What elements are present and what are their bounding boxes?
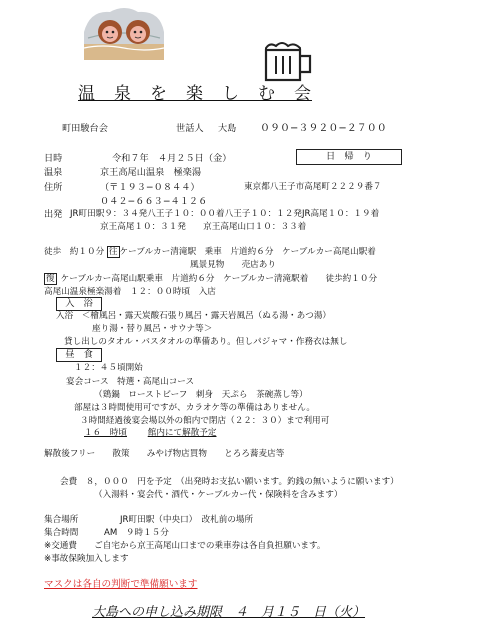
organizer-label: 世話人: [176, 123, 204, 134]
outbound-detail: ケーブルカー清滝駅 乗車 片道約６分 ケーブルカー高尾山駅着: [119, 247, 376, 257]
meeting-place-label: 集合場所: [44, 515, 79, 525]
spa-label: 温泉: [44, 167, 63, 178]
lunch-line-4: 部屋は３時間使用可ですが、カラオケ等の準備はありません。: [74, 403, 315, 413]
date-value: 令和７年 ４月２５日（金）: [112, 153, 232, 164]
meeting-place-value: JR町田駅（中央口） 改札前の場所: [120, 515, 254, 525]
bath-line-2: 座り湯・替り風呂・サウナ等＞: [92, 324, 213, 334]
date-label: 日時: [44, 153, 63, 164]
lunch-line-3: （鶏鍋 ローストビーフ 刺身 天ぷら 茶碗蒸し等）: [94, 390, 308, 400]
fee-line-2: （入湯料・宴会代・酒代・ケーブルカー代・保険料を含みます）: [94, 490, 343, 500]
walk-time: 徒歩 約１０分: [44, 247, 105, 257]
page-title: 温 泉 を 楽 し む 会: [78, 84, 312, 104]
beer-mug-icon: [262, 40, 314, 82]
walk-line-2: 風景見物 売店あり: [190, 260, 276, 270]
organizer-phone: ０９０−３９２０−２７００: [260, 123, 387, 134]
walk-line-4: 高尾山温泉極楽湯着 １２：００時頃 入店: [44, 287, 216, 297]
lunch-line-6: [84, 428, 216, 439]
address-label: 住所: [44, 182, 63, 193]
departure-label: 出発: [44, 209, 63, 220]
application-deadline: 大島への申し込み期限 ４ 月１５ 日（火）: [92, 605, 366, 620]
organizer-name: 大島: [218, 123, 237, 134]
walk-line-3: [44, 274, 377, 285]
outbound-box: 往: [108, 247, 118, 257]
lunch-line-1: １２：４５頃開始: [74, 363, 143, 373]
lunch-line-2: 宴会コース 特選・高尾山コース: [66, 377, 195, 387]
spa-value: 京王高尾山温泉 極楽湯: [100, 167, 202, 178]
meeting-time-label: 集合時間: [44, 528, 79, 538]
bath-line-1: 入浴 ＜檜風呂・露天炭酸石張り風呂・露天岩風呂（ぬる湯・あつ湯）: [56, 311, 332, 321]
monkeys-onsen-illustration: [82, 2, 166, 64]
dismiss-time: １６ 時頃: [84, 428, 127, 438]
bath-line-3: 貸し出しのタオル・バスタオルの準備あり。但しパジャマ・作務衣は無し: [64, 337, 348, 347]
day-trip-badge: 日 帰 り: [296, 149, 402, 165]
address-zip: （〒１９３−０８４４）: [100, 182, 200, 193]
meeting-time-value: AM ９時１５分: [104, 528, 169, 538]
return-box: 復: [46, 274, 55, 284]
departure-line-1: JR町田駅９：３４発八王子１０：００着八王子１０：１２発JR高尾１０：１９着: [70, 209, 380, 219]
lunch-line-5: ３時間経過後宴会場以外の館内で閉店（２２：３０）まで利用可: [80, 416, 330, 426]
dismiss-note: 館内にて解散予定: [147, 428, 217, 438]
walk-line-1: [44, 247, 376, 258]
return-detail: ケーブルカー高尾山駅乗車 片道約６分 ケーブルカー清滝駅着 徒歩約１０分: [60, 274, 378, 284]
after-dismissal: 解散後フリー 散策 みやげ物店買物 とろろ蕎麦店等: [44, 449, 285, 459]
bath-heading: 入 浴: [56, 297, 102, 311]
mask-note: マスクは各自の判断で準備願います: [44, 579, 198, 590]
group-name: 町田駿台会: [62, 123, 108, 134]
address-value: 東京都八王子市高尾町２２２９番７: [244, 182, 382, 192]
address-phone: ０４２−６６３−４１２６: [100, 196, 208, 207]
transport-note: ※交通費 ご自宅から京王高尾山口までの乗車券は各自負担願います。: [44, 541, 326, 551]
departure-line-2: 京王高尾１０：３１発 京王高尾山口１０：３３着: [100, 222, 307, 232]
lunch-heading: 昼 食: [56, 348, 102, 362]
fee-line-1: 会費 ８，０００ 円を予定 （出発時お支払い願います。釣銭の無いように願います）: [60, 477, 399, 487]
insurance-note: ※事故保険加入します: [44, 554, 129, 564]
